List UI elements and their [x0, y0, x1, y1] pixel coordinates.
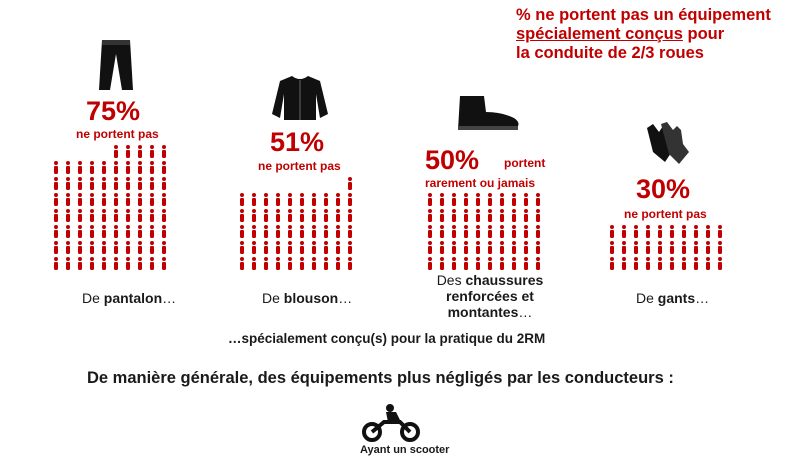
- person-icon: [460, 208, 472, 224]
- person-icon: [532, 208, 544, 224]
- person-icon: [308, 240, 320, 256]
- person-icon: [158, 256, 170, 272]
- person-icon: [50, 240, 62, 256]
- person-icon: [272, 192, 284, 208]
- person-icon: [424, 240, 436, 256]
- person-icon: [74, 240, 86, 256]
- person-icon: [158, 240, 170, 256]
- person-icon-empty: [50, 144, 62, 160]
- person-icon: [146, 176, 158, 192]
- person-icon-empty: [98, 144, 110, 160]
- person-icon: [74, 176, 86, 192]
- person-icon: [484, 192, 496, 208]
- person-icon: [424, 192, 436, 208]
- person-icon: [146, 160, 158, 176]
- person-icon: [284, 192, 296, 208]
- caption-post: …: [695, 290, 710, 306]
- person-icon: [532, 224, 544, 240]
- person-icon: [424, 256, 436, 272]
- person-icon-empty: [284, 176, 296, 192]
- person-icon: [532, 256, 544, 272]
- person-icon: [98, 160, 110, 176]
- person-icon-empty: [308, 176, 320, 192]
- person-icon: [678, 256, 690, 272]
- person-icon: [654, 240, 666, 256]
- person-icon: [260, 256, 272, 272]
- person-icon: [344, 208, 356, 224]
- person-icon: [62, 256, 74, 272]
- person-icon: [50, 256, 62, 272]
- person-icon: [678, 240, 690, 256]
- person-icon: [122, 160, 134, 176]
- person-icon: [690, 240, 702, 256]
- person-icon: [236, 208, 248, 224]
- stat-subtext-inline-chaussures: portent: [504, 156, 546, 170]
- person-icon: [642, 256, 654, 272]
- person-icon: [134, 224, 146, 240]
- person-icon: [344, 256, 356, 272]
- gloves-icon: [643, 122, 691, 169]
- person-icon: [74, 160, 86, 176]
- person-icon: [702, 256, 714, 272]
- caption-bold: chaussures renforcées et montantes: [446, 272, 544, 320]
- person-icon: [122, 240, 134, 256]
- person-icon: [50, 192, 62, 208]
- person-icon: [74, 208, 86, 224]
- person-icon: [50, 208, 62, 224]
- person-icon: [424, 224, 436, 240]
- person-icon: [110, 256, 122, 272]
- person-icon: [272, 224, 284, 240]
- person-icon: [630, 240, 642, 256]
- person-icon: [666, 240, 678, 256]
- stat-subtext-blouson: ne portent pas: [258, 159, 341, 173]
- person-icon: [122, 208, 134, 224]
- person-icon: [146, 240, 158, 256]
- person-icon: [134, 208, 146, 224]
- person-icon: [272, 240, 284, 256]
- person-icon: [308, 192, 320, 208]
- person-icon: [86, 224, 98, 240]
- person-icon: [332, 240, 344, 256]
- person-icon: [62, 208, 74, 224]
- person-icon: [146, 224, 158, 240]
- person-icon: [74, 192, 86, 208]
- person-icon: [714, 240, 726, 256]
- person-icon-empty: [260, 176, 272, 192]
- person-icon: [62, 192, 74, 208]
- person-icon: [134, 144, 146, 160]
- person-icon: [472, 224, 484, 240]
- person-icon: [122, 224, 134, 240]
- person-icon: [86, 192, 98, 208]
- stat-percent-gants: 30%: [636, 174, 691, 204]
- person-icon: [436, 208, 448, 224]
- person-icon: [320, 208, 332, 224]
- person-icon: [122, 192, 134, 208]
- person-icon: [98, 192, 110, 208]
- legend-line-2-suffix: pour: [682, 25, 725, 43]
- person-icon: [158, 176, 170, 192]
- person-icon: [248, 192, 260, 208]
- legend-line-2: [516, 25, 796, 44]
- person-icon-empty: [320, 176, 332, 192]
- person-icon: [248, 224, 260, 240]
- person-icon: [110, 144, 122, 160]
- person-icon: [296, 208, 308, 224]
- person-icon: [320, 240, 332, 256]
- person-icon: [344, 176, 356, 192]
- person-icon: [146, 256, 158, 272]
- person-icon: [666, 256, 678, 272]
- person-icon: [460, 256, 472, 272]
- person-icon: [618, 224, 630, 240]
- person-icon: [236, 192, 248, 208]
- person-icon: [158, 144, 170, 160]
- jacket-icon: [272, 74, 328, 125]
- person-icon: [146, 144, 158, 160]
- person-icon: [86, 208, 98, 224]
- person-icon: [134, 240, 146, 256]
- person-icon: [448, 224, 460, 240]
- common-caption: …spécialement conçu(s) pour la pratique du 2RM: [228, 331, 546, 346]
- person-icon: [86, 256, 98, 272]
- person-icon: [460, 192, 472, 208]
- stat-subtext-chaussures: rarement ou jamais: [425, 176, 536, 190]
- person-icon: [460, 224, 472, 240]
- person-icon-empty: [86, 144, 98, 160]
- person-icon: [122, 256, 134, 272]
- person-icon: [714, 224, 726, 240]
- person-icon: [690, 256, 702, 272]
- stat-percent-chaussures: 50%: [425, 145, 480, 175]
- person-icon: [508, 208, 520, 224]
- person-icon: [134, 176, 146, 192]
- person-icon: [484, 208, 496, 224]
- person-icon-empty: [332, 176, 344, 192]
- person-icon: [110, 176, 122, 192]
- person-icon: [460, 240, 472, 256]
- caption-blouson: [262, 290, 352, 306]
- person-icon: [260, 224, 272, 240]
- person-icon: [98, 176, 110, 192]
- person-icon: [110, 160, 122, 176]
- person-icon: [448, 192, 460, 208]
- legend-note: [516, 6, 796, 63]
- person-icon: [448, 208, 460, 224]
- person-icon: [654, 256, 666, 272]
- person-icon: [496, 192, 508, 208]
- caption-post: …: [162, 290, 177, 306]
- person-icon: [630, 224, 642, 240]
- person-icon: [74, 256, 86, 272]
- person-icon: [320, 256, 332, 272]
- person-icon: [532, 192, 544, 208]
- person-icon: [344, 240, 356, 256]
- person-icon: [50, 224, 62, 240]
- person-icon: [484, 224, 496, 240]
- person-icon: [642, 240, 654, 256]
- caption-pre: De: [262, 290, 284, 306]
- person-icon: [296, 224, 308, 240]
- person-icon: [50, 176, 62, 192]
- person-icon: [332, 256, 344, 272]
- person-icon: [320, 192, 332, 208]
- person-icon: [122, 176, 134, 192]
- person-icon: [654, 224, 666, 240]
- person-icon: [308, 208, 320, 224]
- person-icon: [702, 224, 714, 240]
- person-icon: [496, 240, 508, 256]
- people-grid-chaussures: [424, 192, 544, 272]
- person-icon: [284, 240, 296, 256]
- legend-line-3: la conduite de 2/3 roues: [516, 44, 704, 62]
- person-icon-empty: [272, 176, 284, 192]
- person-icon: [436, 256, 448, 272]
- person-icon: [236, 240, 248, 256]
- caption-pre: De: [636, 290, 658, 306]
- person-icon: [520, 240, 532, 256]
- person-icon: [98, 208, 110, 224]
- motorcycle-rider-icon: [362, 404, 420, 447]
- person-icon: [532, 240, 544, 256]
- person-icon: [690, 224, 702, 240]
- person-icon: [436, 224, 448, 240]
- person-icon: [296, 192, 308, 208]
- person-icon: [508, 256, 520, 272]
- caption-pantalon: [82, 290, 176, 306]
- person-icon: [606, 240, 618, 256]
- person-icon: [62, 176, 74, 192]
- person-icon: [332, 208, 344, 224]
- stat-subtext-pantalon: ne portent pas: [76, 127, 159, 141]
- trousers-icon: [98, 40, 134, 97]
- person-icon-empty: [74, 144, 86, 160]
- person-icon: [448, 256, 460, 272]
- person-icon: [98, 256, 110, 272]
- stat-subtext-gants: ne portent pas: [624, 207, 707, 221]
- person-icon: [260, 192, 272, 208]
- person-icon: [110, 224, 122, 240]
- caption-chaussures: [425, 272, 555, 320]
- person-icon: [110, 208, 122, 224]
- person-icon: [642, 224, 654, 240]
- person-icon: [296, 240, 308, 256]
- person-icon: [472, 192, 484, 208]
- person-icon: [272, 208, 284, 224]
- caption-post: …: [518, 304, 533, 320]
- person-icon-empty: [296, 176, 308, 192]
- person-icon: [248, 240, 260, 256]
- people-grid-pantalon: [50, 144, 170, 272]
- person-icon: [702, 240, 714, 256]
- person-icon: [158, 192, 170, 208]
- person-icon: [50, 160, 62, 176]
- people-grid-gants: [606, 224, 726, 272]
- person-icon: [520, 208, 532, 224]
- person-icon: [508, 240, 520, 256]
- person-icon: [122, 144, 134, 160]
- person-icon: [158, 160, 170, 176]
- person-icon: [496, 224, 508, 240]
- person-icon: [98, 240, 110, 256]
- person-icon: [496, 256, 508, 272]
- person-icon-empty: [62, 144, 74, 160]
- caption-pre: Des: [436, 272, 466, 288]
- person-icon: [520, 192, 532, 208]
- person-icon: [344, 224, 356, 240]
- person-icon: [284, 208, 296, 224]
- person-icon: [110, 192, 122, 208]
- person-icon: [260, 208, 272, 224]
- legend-line-1: % ne portent pas un équipement: [516, 6, 771, 24]
- caption-gants: [636, 290, 709, 306]
- person-icon: [436, 192, 448, 208]
- person-icon: [714, 256, 726, 272]
- person-icon: [424, 208, 436, 224]
- person-icon: [606, 256, 618, 272]
- person-icon: [472, 240, 484, 256]
- person-icon: [630, 256, 642, 272]
- person-icon-empty: [236, 176, 248, 192]
- stat-percent-blouson: 51%: [270, 127, 325, 157]
- person-icon: [158, 208, 170, 224]
- person-icon: [332, 224, 344, 240]
- person-icon: [146, 192, 158, 208]
- legend-underlined: spécialement conçus: [516, 25, 683, 43]
- person-icon: [436, 240, 448, 256]
- person-icon: [248, 256, 260, 272]
- person-icon: [618, 240, 630, 256]
- person-icon: [618, 256, 630, 272]
- person-icon: [98, 224, 110, 240]
- people-grid-blouson: [236, 176, 356, 272]
- person-icon: [508, 224, 520, 240]
- caption-bold: blouson: [283, 290, 339, 306]
- person-icon: [472, 256, 484, 272]
- headline: De manière générale, des équipements plus négligés par les conducteurs :: [87, 369, 674, 387]
- person-icon: [62, 240, 74, 256]
- person-icon: [110, 240, 122, 256]
- person-icon: [308, 224, 320, 240]
- person-icon: [74, 224, 86, 240]
- caption-post: …: [338, 290, 353, 306]
- person-icon: [344, 192, 356, 208]
- person-icon: [86, 240, 98, 256]
- person-icon: [284, 256, 296, 272]
- person-icon: [520, 256, 532, 272]
- person-icon-empty: [248, 176, 260, 192]
- person-icon: [62, 224, 74, 240]
- person-icon: [134, 192, 146, 208]
- person-icon: [296, 256, 308, 272]
- person-icon: [320, 224, 332, 240]
- person-icon: [496, 208, 508, 224]
- person-icon: [158, 224, 170, 240]
- person-icon: [86, 176, 98, 192]
- caption-pre: De: [82, 290, 104, 306]
- person-icon: [520, 224, 532, 240]
- person-icon: [260, 240, 272, 256]
- stat-percent-pantalon: 75%: [86, 96, 141, 126]
- person-icon: [472, 208, 484, 224]
- caption-bold: pantalon: [103, 290, 163, 306]
- scooter-label: Ayant un scooter: [360, 444, 450, 456]
- person-icon: [86, 160, 98, 176]
- person-icon: [484, 240, 496, 256]
- boot-icon: [458, 96, 520, 137]
- person-icon: [146, 208, 158, 224]
- person-icon: [666, 224, 678, 240]
- person-icon: [606, 224, 618, 240]
- person-icon: [272, 256, 284, 272]
- person-icon: [248, 208, 260, 224]
- person-icon: [508, 192, 520, 208]
- person-icon: [332, 192, 344, 208]
- person-icon: [134, 160, 146, 176]
- caption-bold: gants: [657, 290, 696, 306]
- person-icon: [484, 256, 496, 272]
- person-icon: [678, 224, 690, 240]
- person-icon: [308, 256, 320, 272]
- person-icon: [236, 224, 248, 240]
- person-icon: [284, 224, 296, 240]
- person-icon: [134, 256, 146, 272]
- person-icon: [236, 256, 248, 272]
- person-icon: [62, 160, 74, 176]
- person-icon: [448, 240, 460, 256]
